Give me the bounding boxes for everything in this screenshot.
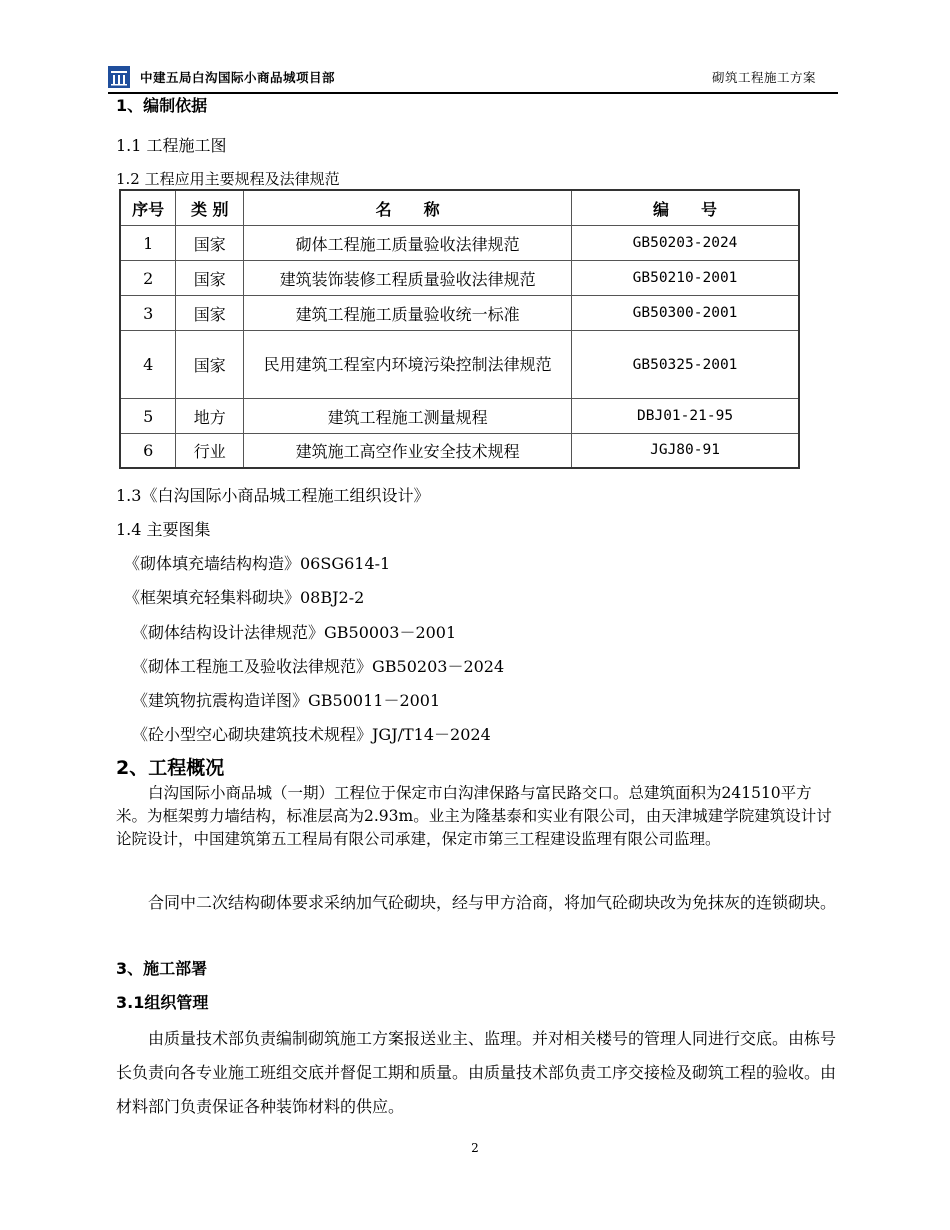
cell-category: 国家 — [176, 296, 244, 331]
cell-name: 建筑工程施工质量验收统一标准 — [244, 296, 572, 331]
atlas-item: 《砼小型空心砌块建筑技术规程》JGJ/T14－2024 — [132, 725, 491, 744]
section-2-paragraph-1: 白沟国际小商品城（一期）工程位于保定市白沟津保路与富民路交口。总建筑面积为241510平方米。为框架剪力墙结构，标准层高为2.93m。业主为隆基泰和实业有限公司，由天津城建学院建筑设计讨论院设计，中国建筑第五工程局有限公司承建，保定市第三工程建设监理有限公司监理。 — [116, 784, 832, 848]
page-number: 2 — [471, 1141, 479, 1155]
atlas-item: 《砌体填充墙结构构造》06SG614-1 — [124, 554, 391, 573]
regulations-table — [119, 189, 800, 469]
table-row — [120, 261, 799, 296]
cell-category: 国家 — [176, 261, 244, 296]
table-row — [120, 434, 799, 468]
cell-category: 地方 — [176, 399, 244, 434]
table-row — [120, 399, 799, 434]
table-row — [120, 226, 799, 261]
company-logo-icon — [108, 66, 130, 88]
header-category: 类 别 — [176, 190, 244, 226]
cell-code: GB50210-2001 — [572, 261, 799, 296]
cell-code: GB50203-2024 — [572, 226, 799, 261]
section-3-paragraph-1: 由质量技术部负责编制砌筑施工方案报送业主、监理。并对相关楼号的管理人同进行交底。由栋号长负责向各专业施工班组交底并督促工期和质量。由质量技术部负责工序交接检及砌筑工程的验收。由材料部门负责保证各种装饰材料的供应。 — [116, 1029, 837, 1116]
header-code: 编 号 — [572, 190, 799, 226]
section-1-4: 1.4 主要图集 — [116, 520, 211, 539]
atlas-item: 《建筑物抗震构造详图》GB50011－2001 — [132, 691, 441, 710]
section-1-2: 1.2 工程应用主要规程及法律规范 — [116, 170, 340, 188]
page-header — [108, 66, 838, 94]
header-doc-title: 砌筑工程施工方案 — [711, 70, 816, 85]
cell-category: 国家 — [176, 331, 244, 399]
table-row — [120, 331, 799, 399]
header-org-name: 中建五局白沟国际小商品城项目部 — [140, 70, 336, 85]
section-1-1: 1.1 工程施工图 — [116, 136, 227, 155]
table-row — [120, 296, 799, 331]
cell-category: 国家 — [176, 226, 244, 261]
cell-category: 行业 — [176, 434, 244, 468]
section-3-title: 3、施工部署 — [116, 959, 208, 978]
cell-name: 民用建筑工程室内环境污染控制法律规范 — [244, 331, 572, 399]
cell-name: 砌体工程施工质量验收法律规范 — [244, 226, 572, 261]
cell-code: GB50325-2001 — [572, 331, 799, 399]
atlas-item: 《砌体结构设计法律规范》GB50003－2001 — [132, 623, 457, 642]
cell-no: 2 — [120, 261, 176, 296]
cell-no: 4 — [120, 331, 176, 399]
header-name: 名 称 — [244, 190, 572, 226]
cell-no: 5 — [120, 399, 176, 434]
header-no: 序号 — [120, 190, 176, 226]
section-1-3: 1.3《白沟国际小商品城工程施工组织设计》 — [116, 486, 430, 505]
atlas-item: 《砌体工程施工及验收法律规范》GB50203－2024 — [132, 657, 505, 676]
cell-no: 1 — [120, 226, 176, 261]
section-3-1: 3.1组织管理 — [116, 993, 209, 1012]
cell-code: DBJ01-21-95 — [572, 399, 799, 434]
cell-name: 建筑工程施工测量规程 — [244, 399, 572, 434]
atlas-item: 《框架填充轻集料砌块》08BJ2-2 — [124, 588, 365, 607]
section-2-paragraph-2: 合同中二次结构砌体要求采纳加气砼砌块，经与甲方洽商，将加气砼砌块改为免抹灰的连锁砌块。 — [148, 893, 837, 912]
cell-name: 建筑施工高空作业安全技术规程 — [244, 434, 572, 468]
cell-code: GB50300-2001 — [572, 296, 799, 331]
cell-no: 3 — [120, 296, 176, 331]
section-1-title: 1、编制依据 — [116, 96, 208, 115]
cell-name: 建筑装饰装修工程质量验收法律规范 — [244, 261, 572, 296]
table-header-row — [120, 190, 799, 226]
cell-no: 6 — [120, 434, 176, 468]
section-2-title: 2、工程概况 — [116, 757, 225, 779]
cell-code: JGJ80-91 — [572, 434, 799, 468]
